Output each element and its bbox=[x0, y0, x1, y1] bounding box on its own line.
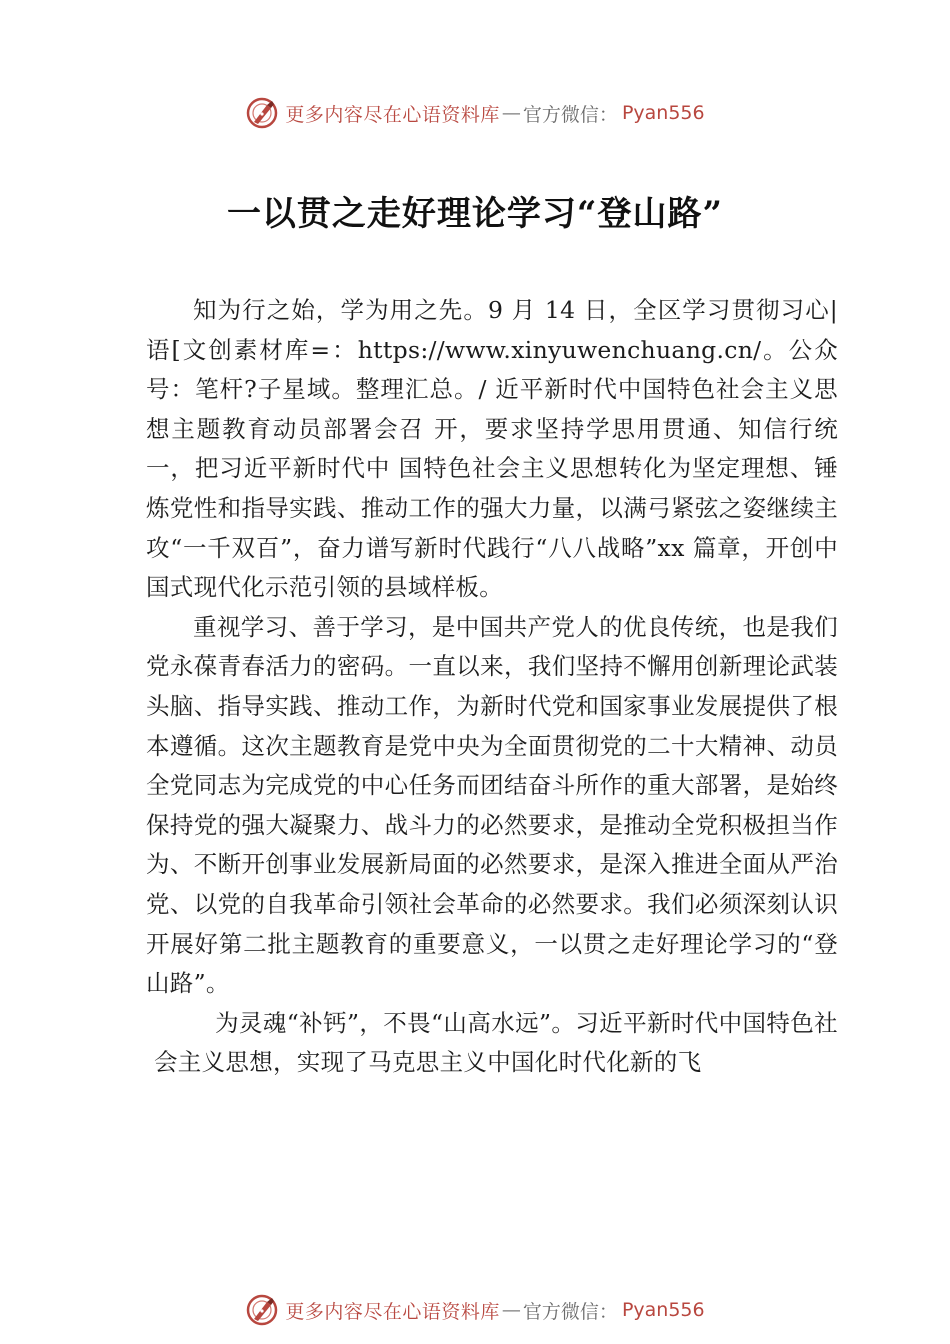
banner-separator: — bbox=[501, 1299, 521, 1321]
paragraph-1: 知为行之始，学为用之先。9 月 14 日，全区学习贯彻习心|语[文创素材库=：https://www.xinyuwenchuang.cn/。公众号：笔杆?子星域。整理汇总。/ 近平新时代中国特色社会主义思想主题教育动员部署会召 开，要求坚持学思用贯通、知信行统一，把习近平新时代中 国特色社会主义思想转化为坚定理想、锤炼党性和指导实践、推动工作的强大力量，以满弓紧弦之姿继续主攻“一千双百”，奋力谱写新时代践行“八八战略”xx 篇章，开创中国式现代化示范引领的县域样板。 bbox=[146, 296, 838, 602]
top-banner bbox=[0, 93, 950, 133]
article-title: 一以贯之走好理论学习“登山路” bbox=[226, 194, 724, 234]
article-body bbox=[146, 291, 838, 1083]
pen-nib-logo-icon bbox=[245, 1293, 279, 1327]
bottom-banner bbox=[0, 1290, 950, 1330]
banner-wechat-id: Pyan556 bbox=[621, 102, 705, 124]
paragraph-2: 重视学习、善于学习，是中国共产党人的优良传统，也是我们党永葆青春活力的密码。一直以来，我们坚持不懈用创新理论武装头脑、指导实践、推动工作，为新时代党和国家事业发展提供了根本遵循。这次主题教育是党中央为全面贯彻党的二十大精神、动员全党同志为完成党的中心任务而团结奋斗所作的重大部署，是始终保持党的强大凝聚力、战斗力的必然要求，是推动全党积极担当作为、不断开创事业发展新局面的必然要求，是深入推进全面从严治党、以党的自我革命引领社会革命的必然要求。我们必须深刻认识开展好第二批主题教育的重要意义，一以贯之走好理论学习的“登山路”。 bbox=[146, 612, 838, 998]
banner-text: 更多内容尽在心语资料库 bbox=[285, 103, 500, 126]
paragraph-3: 为灵魂“补钙”，不畏“山高水远”。习近平新时代中国特色社会主义思想，实现了马克思主义中国化时代化新的飞 bbox=[154, 1008, 838, 1077]
banner-text: 更多内容尽在心语资料库 bbox=[285, 1300, 500, 1323]
banner-wechat-id: Pyan556 bbox=[621, 1299, 705, 1321]
banner-separator: — bbox=[501, 102, 521, 124]
pen-nib-logo-icon bbox=[245, 96, 279, 130]
banner-wechat-label: 官方微信： bbox=[522, 103, 618, 126]
banner-wechat-label: 官方微信： bbox=[522, 1300, 618, 1323]
